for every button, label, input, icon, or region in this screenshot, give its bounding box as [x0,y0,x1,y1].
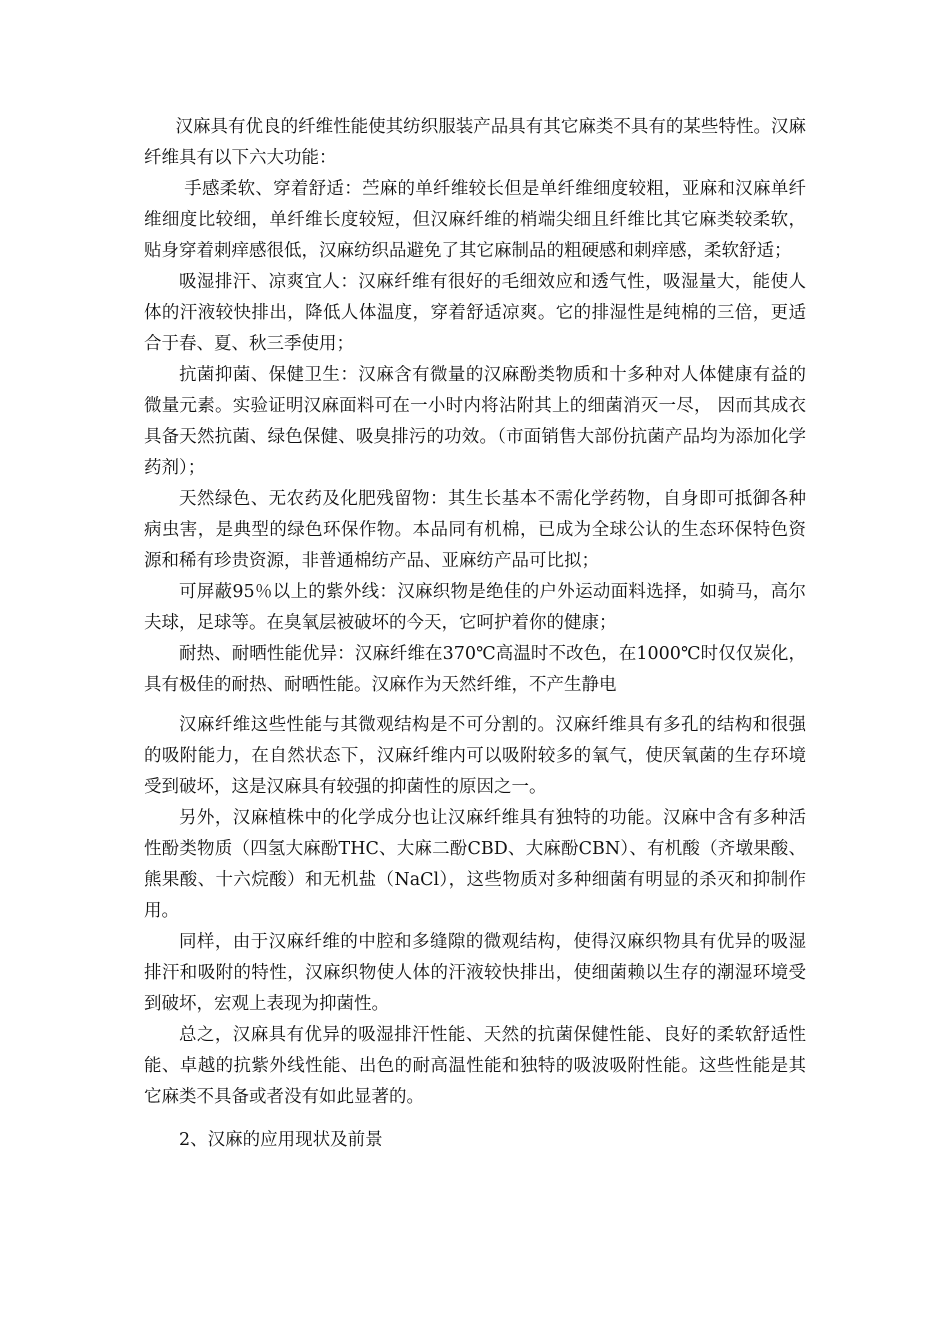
paragraph-summary: 总之，汉麻具有优异的吸湿排汗性能、天然的抗菌保健性能、良好的柔软舒适性能、卓越的抗紫外线性能、出色的耐高温性能和独特的吸波吸附性能。这些性能是其它麻类不具备或者没有如此显著的。 [144,1025,806,1107]
paragraph-soft-comfort: 手感柔软、穿着舒适：苎麻的单纤维较长但是单纤维细度较粗，亚麻和汉麻单纤维细度比较细，单纤维长度较短，但汉麻纤维的梢端尖细且纤维比其它麻类较柔软，贴身穿着刺痒感很低，汉麻纺织品避免了其它麻制品的粗硬感和刺痒感，柔软舒适； [144,179,806,261]
paragraph-hollow-structure: 同样，由于汉麻纤维的中腔和多缝隙的微观结构，使得汉麻织物具有优异的吸湿排汗和吸附的特性，汉麻织物使人体的汗液较快排出，使细菌赖以生存的潮湿环境受到破坏，宏观上表现为抑菌性。 [144,932,806,1014]
paragraph-chemical-components: 另外，汉麻植株中的化学成分也让汉麻纤维具有独特的功能。汉麻中含有多种活性酚类物质（四氢大麻酚THC、大麻二酚CBD、大麻酚CBN）、有机酸（齐墩果酸、熊果酸、十六烷酸）和无机盐（NaCl），这些物质对多种细菌有明显的杀灭和抑制作用。 [144,808,806,921]
paragraph-intro: 汉麻具有优良的纤维性能使其纺织服装产品具有其它麻类不具有的某些特性。汉麻纤维具有以下六大功能： [144,117,806,168]
paragraph-uv-shielding: 可屏蔽95％以上的紫外线：汉麻织物是绝佳的户外运动面料选择，如骑马，高尔夫球，足球等。在臭氧层被破坏的今天，它呵护着你的健康； [144,582,806,633]
document-page [144,112,806,1156]
paragraph-microstructure: 汉麻纤维这些性能与其微观结构是不可分割的。汉麻纤维具有多孔的结构和很强的吸附能力，在自然状态下，汉麻纤维内可以吸附较多的氧气，使厌氧菌的生存环境受到破坏，这是汉麻具有较强的抑菌性的原因之一。 [144,715,806,797]
paragraph-moisture-wicking: 吸湿排汗、凉爽宜人：汉麻纤维有很好的毛细效应和透气性，吸湿量大，能使人体的汗液较快排出，降低人体温度，穿着舒适凉爽。它的排湿性是纯棉的三倍，更适合于春、夏、秋三季使用； [144,272,806,354]
paragraph-heat-resistance: 耐热、耐晒性能优异：汉麻纤维在370℃高温时不改色，在1000℃时仅仅炭化，具有极佳的耐热、耐晒性能。汉麻作为天然纤维，不产生静电 [144,644,806,695]
paragraph-antibacterial: 抗菌抑菌、保健卫生：汉麻含有微量的汉麻酚类物质和十多种对人体健康有益的微量元素。实验证明汉麻面料可在一小时内将沾附其上的细菌消灭一尽， 因而其成衣具备天然抗菌、绿色保健、吸臭排污的功效。（市面销售大部份抗菌产品均为添加化学药剂）； [144,365,806,478]
paragraph-natural-green: 天然绿色、无农药及化肥残留物：其生长基本不需化学药物，自身即可抵御各种病虫害，是典型的绿色环保作物。本品同有机棉，已成为全球公认的生态环保特色资源和稀有珍贵资源，非普通棉纺产品、亚麻纺产品可比拟； [144,489,806,571]
section-heading: 2、汉麻的应用现状及前景 [179,1130,383,1150]
